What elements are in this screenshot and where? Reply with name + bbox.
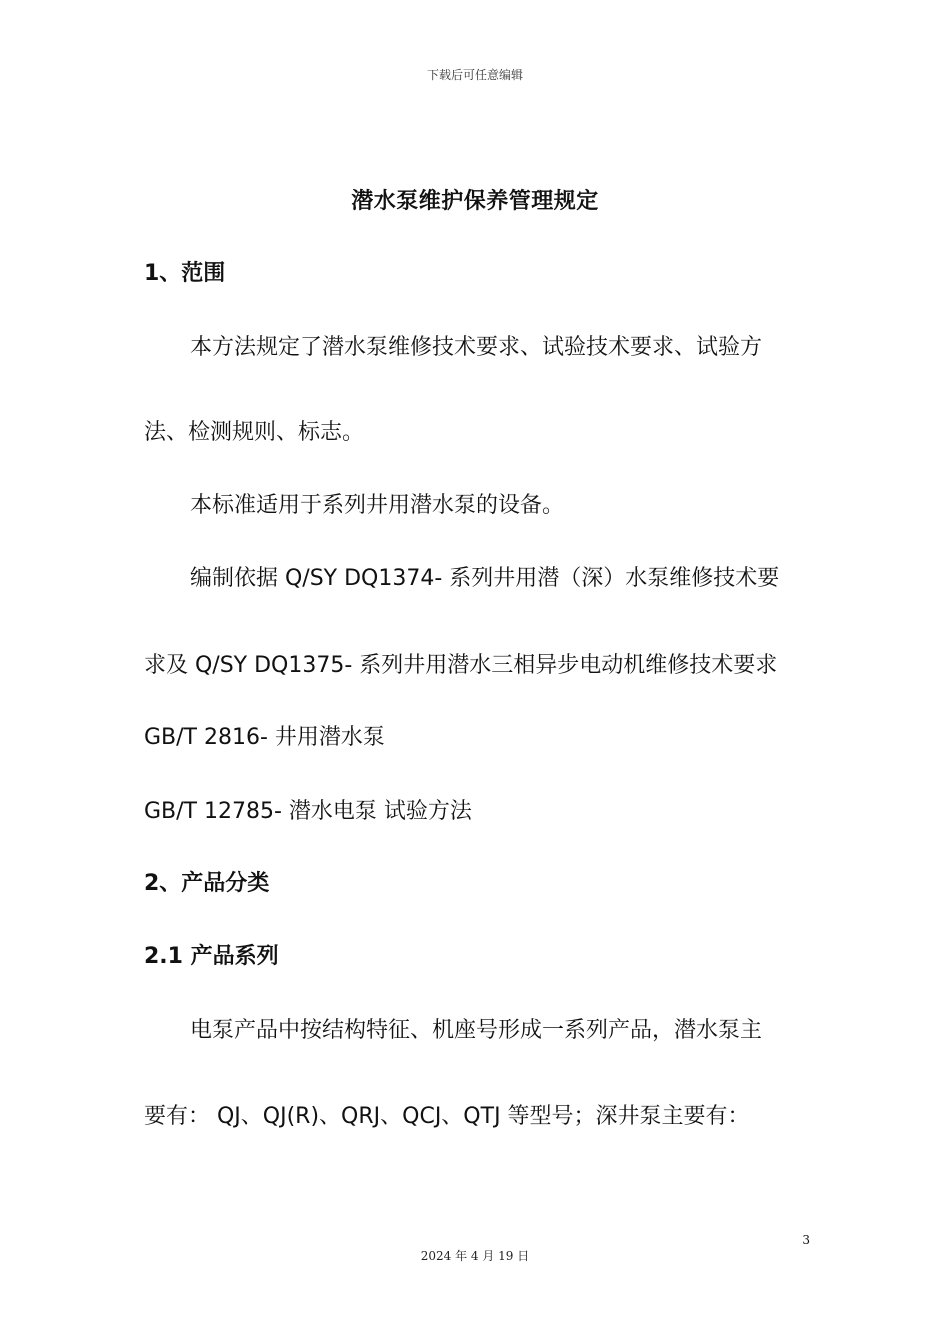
reference-line: GB/T 12785- 潜水电泵 试验方法 [144, 799, 472, 824]
paragraph-line: 编制依据 Q/SY DQ1374- 系列井用潜（深）水泵维修技术要 [190, 566, 780, 591]
paragraph-line: 求及 Q/SY DQ1375- 系列井用潜水三相异步电动机维修技术要求 [144, 653, 778, 678]
section-heading-classification: 2、产品分类 [144, 871, 270, 896]
paragraph-line: 法、检测规则、标志。 [144, 420, 365, 445]
paragraph-line: 要有： QJ、QJ(R)、QRJ、QCJ、QTJ 等型号；深井泵主要有： [144, 1104, 750, 1129]
paragraph-line: 电泵产品中按结构特征、机座号形成一系列产品，潜水泵主 [190, 1018, 763, 1043]
document-title: 潜水泵维护保养管理规定 [351, 189, 599, 214]
header-note: 下载后可任意编辑 [426, 68, 523, 82]
subsection-heading-series: 2.1 产品系列 [144, 944, 279, 969]
section-heading-scope: 1、范围 [144, 261, 226, 286]
footer-date: 2024 年 4 月 19 日 [420, 1249, 530, 1263]
paragraph-line: 本标准适用于系列井用潜水泵的设备。 [190, 493, 565, 518]
page-number: 3 [802, 1233, 810, 1247]
paragraph-line: 本方法规定了潜水泵维修技术要求、试验技术要求、试验方 [190, 335, 763, 360]
reference-line: GB/T 2816- 井用潜水泵 [144, 725, 385, 750]
